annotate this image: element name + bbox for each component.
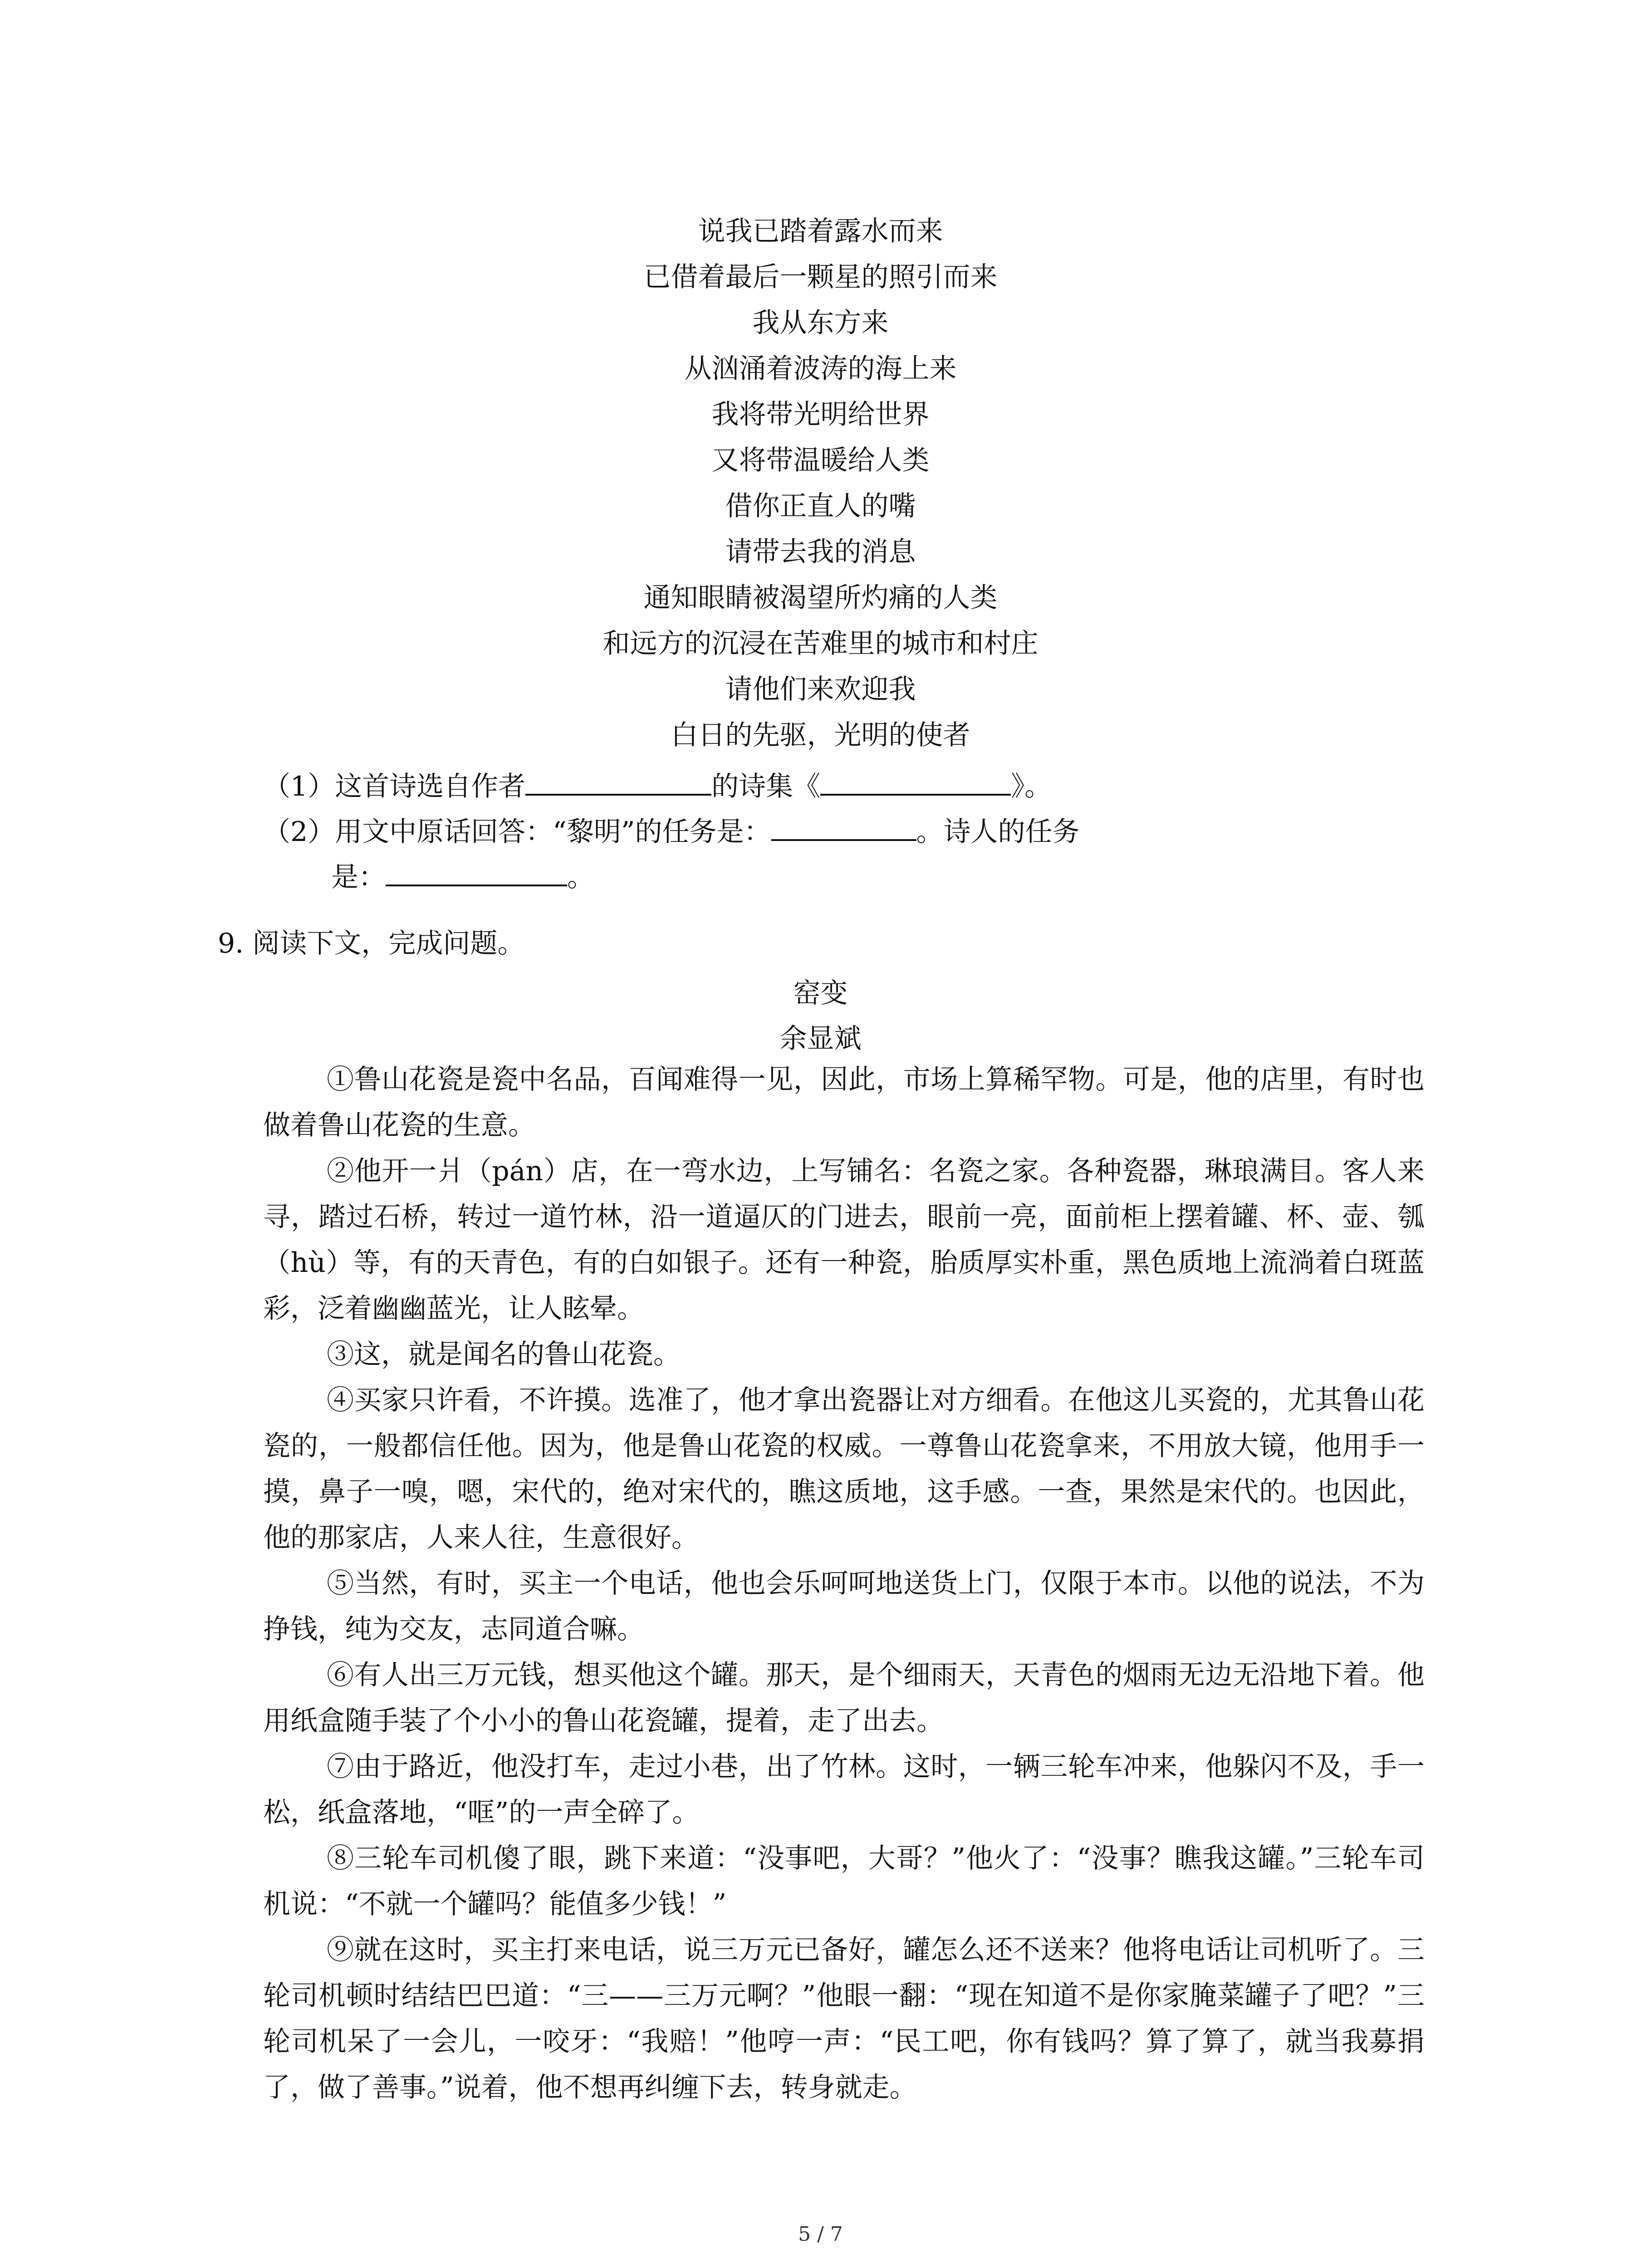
poem-line: 借你正直人的嘴 (725, 490, 916, 522)
paragraph: ⑧三轮车司机傻了眼，跳下来道：“没事吧，大哥？”他火了：“没事？瞧我这罐。”三轮车司机说：“不就一个罐吗？能值多少钱！” (263, 1843, 1425, 1920)
question-2-continued (331, 853, 594, 900)
question-number: （1） (263, 771, 335, 802)
question-text: 。 (567, 861, 594, 893)
paragraph: ①鲁山花瓷是瓷中名品，百闻难得一见，因此，市场上算稀罕物。可是，他的店里，有时也做着鲁山花瓷的生意。 (263, 1064, 1425, 1141)
question-text: 是： (331, 861, 386, 893)
question-text: 这首诗选自作者 (335, 771, 526, 802)
question-text: 用文中原话回答：“黎明”的任务是： (335, 816, 771, 848)
answer-blank-dawn-task[interactable] (771, 807, 916, 841)
poem-line: 我从东方来 (752, 307, 889, 339)
answer-blank-collection[interactable] (820, 762, 1011, 796)
poem-line: 已借着最后一颗星的照引而来 (643, 261, 998, 293)
passage-title: 窑变 (793, 978, 848, 1009)
poem-line: 通知眼睛被渴望所灼痛的人类 (643, 582, 998, 614)
question-1 (263, 762, 1052, 809)
question-text: 》。 (1011, 771, 1052, 802)
paragraph: ⑥有人出三万元钱，想买他这个罐。那天，是个细雨天，天青色的烟雨无边无沿地下着。他用纸盒随手装了个小小的鲁山花瓷罐，提着，走了出去。 (263, 1659, 1425, 1737)
passage-author: 余显斌 (779, 1023, 862, 1055)
answer-blank-poet-task[interactable] (386, 853, 567, 886)
section-heading: 9. 阅读下文，完成问题。 (218, 928, 525, 959)
question-text: 的诗集《 (711, 771, 821, 802)
paragraph: ⑨就在这时，买主打来电话，说三万元已备好，罐怎么还不送来？他将电话让司机听了。三轮司机顿时结结巴巴道：“三——三万元啊？”他眼一翻：“现在知道不是你家腌菜罐子了吧？”三轮司机呆了一会儿，一咬牙：“我赔！”他哼一声：“民工吧，你有钱吗？算了算了，就当我募捐了，做了善事。”说着，他不想再纠缠下去，转身就走。 (263, 1934, 1425, 2103)
passage (263, 1057, 1425, 2111)
paragraph: ②他开一爿（pán）店，在一弯水边，上写铺名：名瓷之家。各种瓷器，琳琅满目。客人来寻，踏过石桥，转过一道竹林，沿一道逼仄的门进去，眼前一亮，面前柜上摆着罐、杯、壶、瓠（hù）等，有的天青色，有的白如银子。还有一种瓷，胎质厚实朴重，黑色质地上流淌着白斑蓝彩，泛着幽幽蓝光，让人眩晕。 (263, 1155, 1425, 1325)
question-number: （2） (263, 816, 335, 848)
poem-line: 请带去我的消息 (725, 536, 916, 568)
question-text: 。诗人的任务 (916, 816, 1080, 848)
answer-blank-author[interactable] (525, 762, 711, 796)
poem-line: 请他们来欢迎我 (725, 674, 916, 705)
poem-line: 白日的先驱，光明的使者 (671, 719, 970, 751)
question-2 (263, 807, 1080, 855)
poem-line: 又将带温暖给人类 (711, 445, 930, 476)
poem-line: 和远方的沉浸在苦难里的城市和村庄 (603, 628, 1038, 660)
poem (0, 209, 1641, 758)
paragraph: ③这，就是闻名的鲁山花瓷。 (327, 1339, 681, 1370)
poem-line: 说我已踏着露水而来 (698, 215, 943, 247)
page-number: 5 / 7 (798, 2223, 843, 2246)
paragraph: ④买家只许看，不许摸。选准了，他才拿出瓷器让对方细看。在他这儿买瓷的，尤其鲁山花瓷的，一般都信任他。因为，他是鲁山花瓷的权威。一尊鲁山花瓷拿来，不用放大镜，他用手一摸，鼻子一嗅，嗯，宋代的，绝对宋代的，瞧这质地，这手感。一查，果然是宋代的。也因此，他的那家店，人来人往，生意很好。 (263, 1384, 1425, 1554)
paragraph: ⑦由于路近，他没打车，走过小巷，出了竹林。这时，一辆三轮车冲来，他躲闪不及，手一松，纸盒落地，“哐”的一声全碎了。 (263, 1751, 1425, 1828)
paragraph: ⑤当然，有时，买主一个电话，他也会乐呵呵地送货上门，仅限于本市。以他的说法，不为挣钱，纯为交友，志同道合嘛。 (263, 1568, 1425, 1645)
poem-line: 我将带光明给世界 (711, 399, 930, 430)
poem-line: 从汹涌着波涛的海上来 (684, 353, 957, 385)
